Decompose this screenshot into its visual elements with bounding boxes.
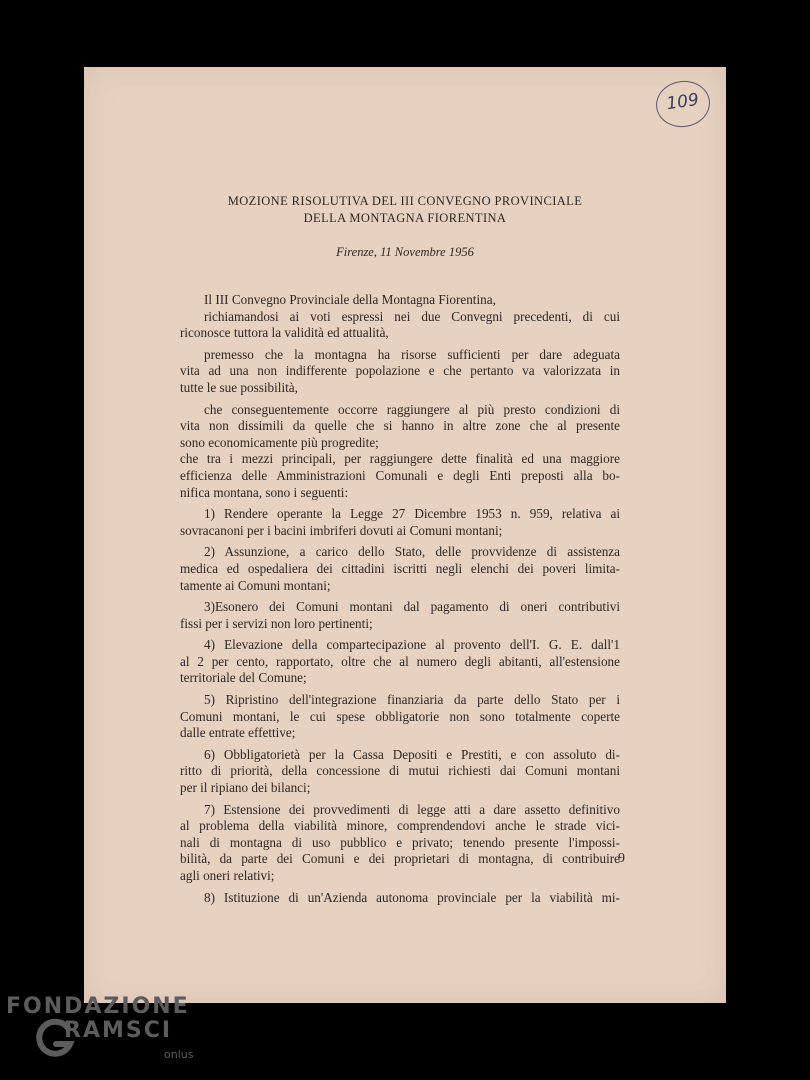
text-line: dalle entrate effettive;: [180, 725, 296, 741]
text-line: bilità, da parte dei Comuni e dei proprietari di montagna, di contribuire: [180, 851, 620, 867]
text-line: sovracanoni per i bacini imbriferi dovuti ai Comuni montani;: [180, 522, 503, 538]
text-line: 2) Assunzione, a carico dello Stato, delle provvidenze di assistenza: [204, 544, 620, 560]
text-line: nifica montana, sono i seguenti:: [180, 484, 349, 500]
text-line: efficienza delle Amministrazioni Comunali e degli Enti preposti alla bo-: [180, 467, 620, 483]
page-number: 9: [618, 851, 625, 866]
text-line: territoriale del Comune;: [180, 670, 307, 686]
text-line: premesso che la montagna ha risorse sufficienti per dare adeguata: [204, 346, 620, 362]
document-page: [84, 67, 726, 1003]
document-title-line-2: DELLA MONTAGNA FIORENTINA: [303, 211, 507, 225]
text-line: 4) Elevazione della compartecipazione al provento dell'I. G. E. dall'1: [204, 637, 620, 653]
text-line: Comuni montani, le cui spese obbligatorie non sono totalmente coperte: [180, 708, 620, 724]
archive-number: 109: [665, 89, 701, 115]
document-dateline: Firenze, 11 Novembre 1956: [336, 245, 474, 259]
text-line: 5) Ripristino dell'integrazione finanziaria da parte dello Stato per i: [204, 692, 620, 708]
text-line: Il III Convegno Provinciale della Montagna Fiorentina,: [204, 292, 496, 307]
text-line: fissi per i servizi non loro pertinenti;: [180, 615, 373, 631]
text-line: sono economicamente più progredite;: [180, 434, 379, 450]
watermark-suffix: onlus: [164, 1048, 194, 1061]
text-line: per il ripiano dei bilanci;: [180, 780, 311, 796]
text-line: tutte le sue possibilità,: [180, 379, 298, 395]
archive-number-stamp: [653, 77, 713, 130]
fondazione-gramsci-watermark: [6, 994, 206, 1074]
text-line: tamente ai Comuni montani;: [180, 577, 331, 593]
text-line: richiamandosi ai voti espressi nei due Convegni precedenti, di cui: [204, 308, 620, 324]
text-line: agli oneri relativi;: [180, 868, 275, 883]
text-line: 7) Estensione dei provvedimenti di legge atti a dare assetto definitivo: [204, 801, 620, 817]
text-line: al problema della viabilità minore, comprendendovi anche le strade vici-: [180, 818, 620, 834]
text-line: vita non dissimili da quelle che si hanno in altre zone che al presente: [180, 418, 620, 434]
text-line: 8) Istituzione di un'Azienda autonoma provinciale per la viabilità mi-: [204, 889, 620, 905]
text-line: al 2 per cento, rapportato, oltre che al numero degli abitanti, all'estensione: [180, 653, 620, 669]
text-line: medica ed ospedaliera dei cittadini iscritti negli elenchi dei poveri limita-: [180, 560, 620, 576]
text-line: 3)Esonero dei Comuni montani dal pagamento di oneri contributivi: [204, 599, 620, 615]
text-line: riconosce tuttora la validità ed attualità,: [180, 325, 389, 341]
text-line: nali di montagna di uso pubblico e privato; tenendo presente l'impossi-: [180, 834, 620, 850]
watermark-line-2: RAMSCI: [64, 1018, 173, 1043]
document-body: [180, 292, 620, 906]
text-line: 1) Rendere operante la Legge 27 Dicembre 1953 n. 959, relativa ai: [204, 506, 620, 522]
text-line: che tra i mezzi principali, per raggiungere dette finalità ed una maggiore: [180, 451, 620, 467]
text-line: che conseguentemente occorre raggiungere al più presto condizioni di: [204, 401, 620, 417]
text-line: vita ad una non indifferente popolazione e che pertanto va valorizzata in: [180, 363, 620, 379]
text-line: ritto di priorità, della concessione di mutui richiesti dai Comuni montani: [180, 763, 620, 779]
text-line: 6) Obbligatorietà per la Cassa Depositi e Prestiti, e con assoluto di-: [204, 746, 620, 762]
document-title-line-1: MOZIONE RISOLUTIVA DEL III CONVEGNO PROVINCIALE: [227, 194, 583, 208]
watermark-line-1: FONDAZIONE: [6, 994, 190, 1019]
